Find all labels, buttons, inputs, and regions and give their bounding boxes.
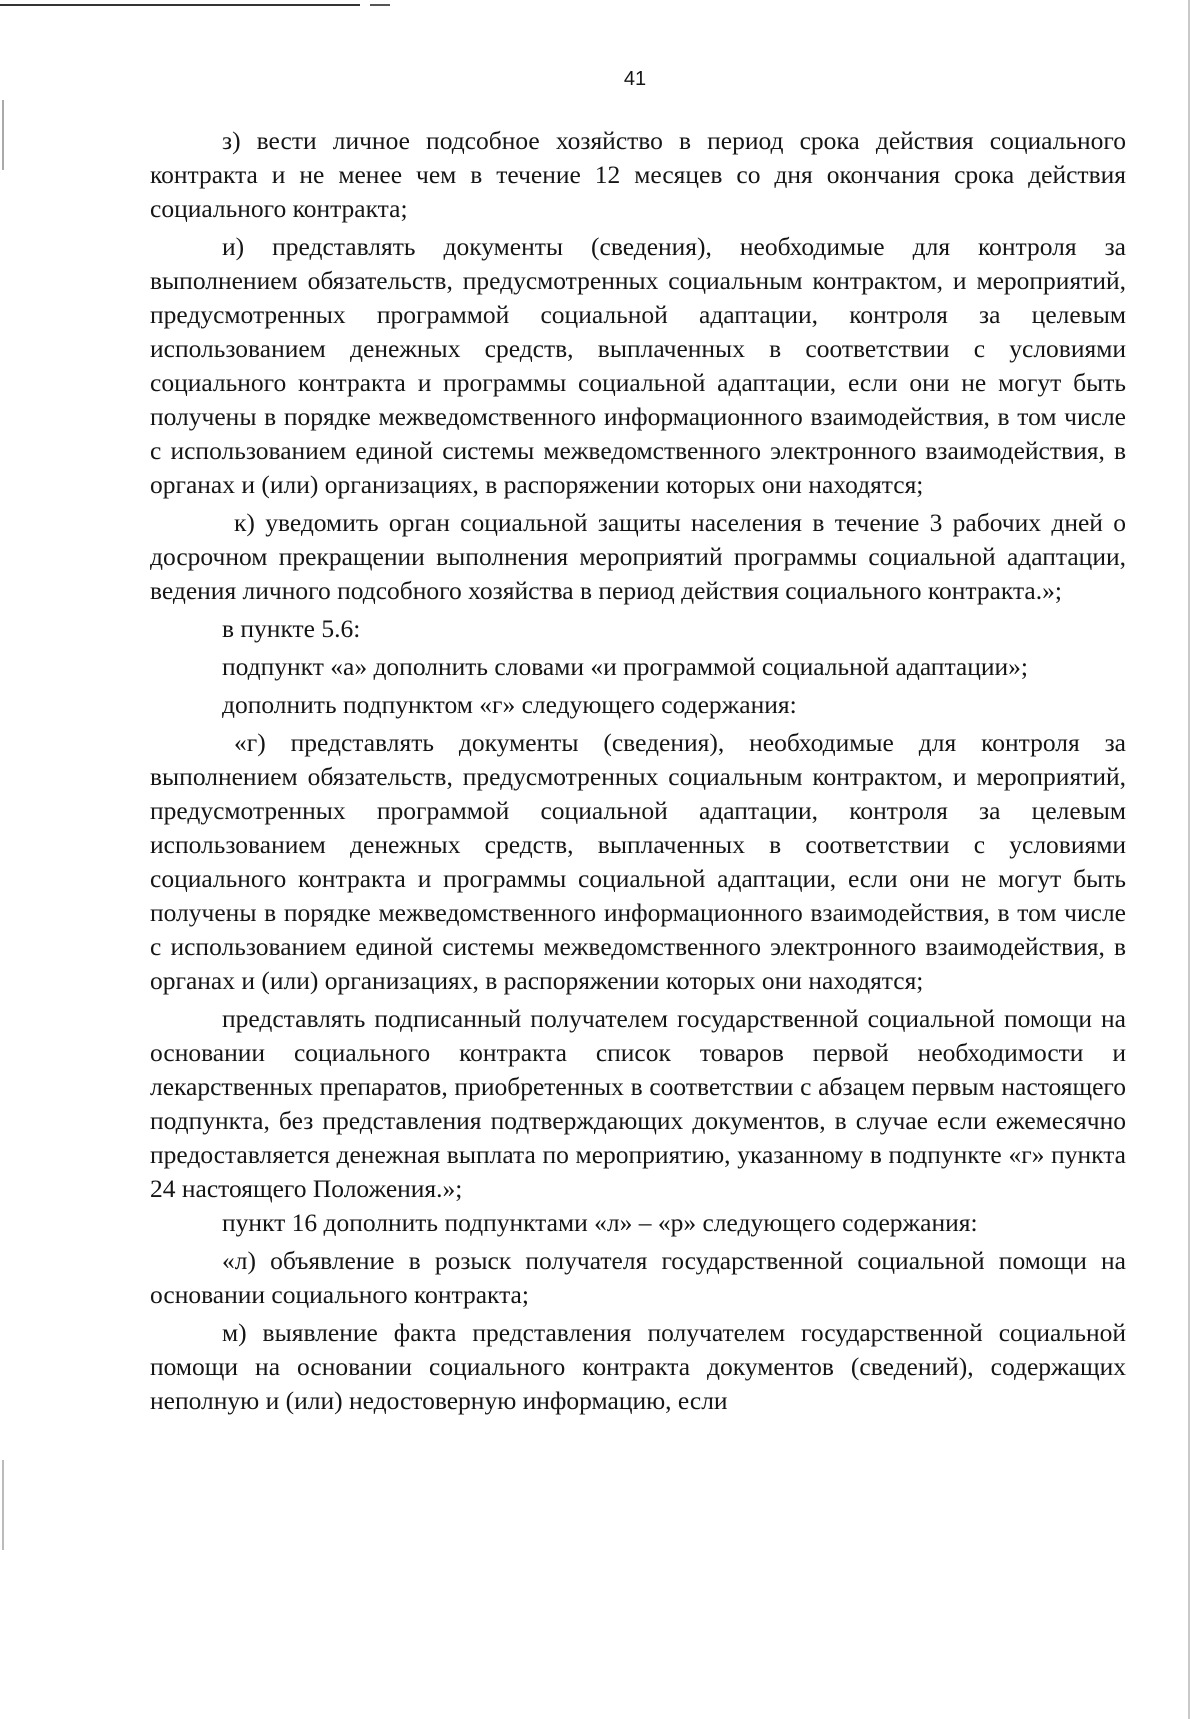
scan-edge-top bbox=[0, 4, 360, 6]
paragraph-present-list: представлять подписанный получателем государственной социальной помощи на основании социального контракта список товаров первой необходимости и лекарственных препаратов, приобретенных в соответствии с абзацем первым настоящего подпункта, без представления подтверждающих документов, в случае если ежемесячно предоставляется денежная выплата по мероприятию, указанному в подпункте «г» пункта 24 настоящего Положения.»; bbox=[150, 1004, 1126, 1203]
paragraph-add-subpoint-g: дополнить подпунктом «г» следующего содержания: bbox=[222, 690, 797, 719]
scan-edge-left-lower bbox=[2, 1460, 4, 1550]
paragraph-z: з) вести личное подсобное хозяйство в период срока действия социального контракта и не менее чем в течение 12 месяцев со дня окончания срока действия социального контракта; bbox=[150, 126, 1126, 223]
paragraph-point-5-6: в пункте 5.6: bbox=[222, 614, 361, 643]
paragraph-point-16: пункт 16 дополнить подпунктами «л» – «р» следующего содержания: bbox=[222, 1208, 978, 1237]
paragraph-l: «л) объявление в розыск получателя государственной социальной помощи на основании социального контракта; bbox=[150, 1246, 1126, 1309]
scan-edge-left bbox=[2, 100, 4, 170]
document-body bbox=[150, 124, 1126, 1418]
paragraph-m: м) выявление факта представления получателем государственной социальной помощи на основании социального контракта документов (сведений), содержащих неполную и (или) недостоверную информацию, если bbox=[150, 1318, 1126, 1415]
paragraph-subpoint-a: подпункт «а» дополнить словами «и программой социальной адаптации»; bbox=[222, 652, 1029, 681]
paragraph-k: к) уведомить орган социальной защиты населения в течение 3 рабочих дней о досрочном прекращении выполнения мероприятий программы социальной адаптации, ведения личного подсобного хозяйства в период действия социального контракта.»; bbox=[150, 508, 1126, 605]
paragraph-i: и) представлять документы (сведения), необходимые для контроля за выполнением обязательств, предусмотренных социальным контрактом, и мероприятий, предусмотренных программой социальной адаптации, контроля за целевым использованием денежных средств, выплаченных в соответствии с условиями социального контракта и программы социальной адаптации, если они не могут быть получены в порядке межведомственного информационного взаимодействия, в том числе с использованием единой системы межведомственного электронного взаимодействия, в органах и (или) организациях, в распоряжении которых они находятся; bbox=[150, 232, 1126, 499]
paragraph-g: «г) представлять документы (сведения), необходимые для контроля за выполнением обязательств, предусмотренных социальным контрактом, и мероприятий, предусмотренных программой социальной адаптации, контроля за целевым использованием денежных средств, выплаченных в соответствии с условиями социального контракта и программы социальной адаптации, если они не могут быть получены в порядке межведомственного информационного взаимодействия, в том числе с использованием единой системы межведомственного электронного взаимодействия, в органах и (или) организациях, в распоряжении которых они находятся; bbox=[150, 728, 1126, 995]
scan-edge-top-fragment bbox=[370, 4, 390, 6]
scan-edge-right bbox=[1188, 0, 1190, 1719]
page-number: 41 bbox=[623, 68, 647, 90]
